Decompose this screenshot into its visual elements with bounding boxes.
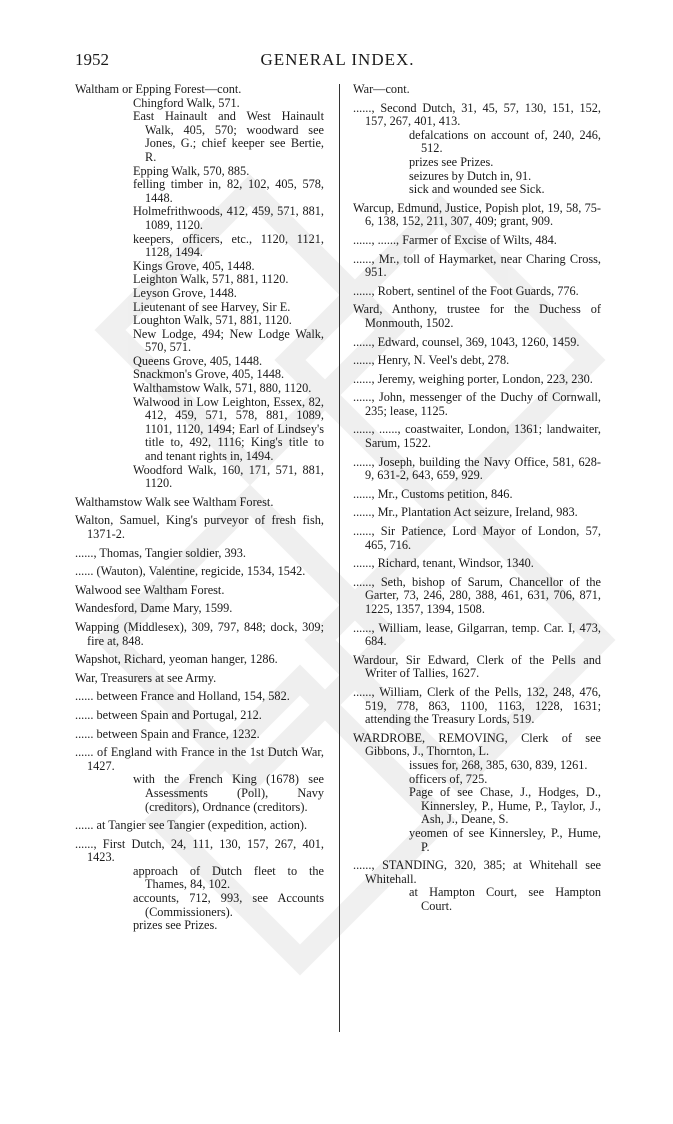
index-entry: ......, Joseph, building the Navy Office, 581, 628-9, 631-2, 643, 659, 929. [353,454,601,483]
index-entry: accounts, 712, 993, see Accounts (Commissioners). [133,891,324,919]
index-entry: Leighton Walk, 571, 881, 1120. [133,272,289,287]
index-entry: prizes see Prizes. [409,154,494,169]
index-entry: Walwood in Low Leighton, Essex, 82, 412, 459, 571, 578, 881, 1089, 1101, 1120, 1494; Earl of Lindsey's title to, 492, 1116; King's title to and tenant rights in, 1494. [133,394,324,464]
index-entry: Chingford Walk, 571. [133,95,240,110]
index-entry: WARDROBE, REMOVING, Clerk of see Gibbons, J., Thornton, L. [353,730,601,759]
index-entry: ......, First Dutch, 24, 111, 130, 157, 267, 401, 1423. [75,836,324,865]
index-entry: Walthamstow Walk see Waltham Forest. [75,494,274,509]
index-entry: ......, Second Dutch, 31, 45, 57, 130, 151, 152, 157, 267, 401, 413. [353,100,601,129]
index-entry: Warcup, Edmund, Justice, Popish plot, 19, 58, 75-6, 138, 152, 211, 307, 409; grant, 909. [353,200,601,229]
index-entry: keepers, officers, etc., 1120, 1121, 1128, 1494. [133,231,324,260]
index-entry: seizures by Dutch in, 91. [409,168,532,183]
index-entry: ......, Thomas, Tangier soldier, 393. [75,545,247,560]
index-column-left [75,83,324,933]
index-entry: ......, Jeremy, weighing porter, London, 223, 230. [353,371,593,386]
index-entry: Epping Walk, 570, 885. [133,163,250,178]
index-entry: ...... between France and Holland, 154, 582. [75,689,290,704]
index-entry: sick and wounded see Sick. [409,182,545,197]
index-entry: prizes see Prizes. [133,918,218,933]
index-entry: ......, John, messenger of the Duchy of Cornwall, 235; lease, 1125. [353,390,601,418]
index-entry: War, Treasurers at see Army. [75,670,217,685]
index-entry: East Hainault and West Hainault Walk, 405, 570; woodward see Jones, G.; chief keeper see Bertie, R. [133,109,324,164]
page-header [75,50,600,72]
index-entry: New Lodge, 494; New Lodge Walk, 570, 571. [133,326,324,355]
index-entry: approach of Dutch fleet to the Thames, 84, 102. [133,863,324,892]
column-divider [339,84,340,1032]
index-entry: officers of, 725. [409,771,488,786]
index-entry: with the French King (1678) see Assessments (Poll), Navy (creditors), Ordnance (creditors). [133,772,324,814]
index-entry: Page of see Chase, J., Hodges, D., Kinnersley, P., Hume, P., Taylor, J., Ash, J., Deane, S. [409,785,601,827]
index-entry: ......, Seth, bishop of Sarum, Chancellor of the Garter, 73, 246, 280, 388, 461, 631, 706, 871, 1225, 1357, 1394, 1508. [353,574,601,616]
index-entry: ......, Henry, N. Veel's debt, 278. [353,353,510,368]
index-entry: ......, Richard, tenant, Windsor, 1340. [353,556,534,571]
index-entry: ......, William, Clerk of the Pells, 132, 248, 476, 519, 778, 863, 1100, 1163, 1228, 1631; attending the Treasury Lords, 519. [353,684,601,727]
index-entry: ......, Edward, counsel, 369, 1043, 1260, 1459. [353,334,580,349]
index-entry: Kings Grove, 405, 1448. [133,258,255,273]
index-entry: ......, Robert, sentinel of the Foot Guards, 776. [353,283,579,298]
index-entry: ......, Mr., Plantation Act seizure, Ireland, 983. [353,505,578,520]
index-entry: Wardour, Sir Edward, Clerk of the Pells and Writer of Tallies, 1627. [353,652,601,681]
index-entry: Lieutenant of see Harvey, Sir E. [133,299,291,314]
index-entry: Walthamstow Walk, 571, 880, 1120. [133,381,312,396]
index-entry: ...... between Spain and Portugal, 212. [75,707,262,722]
index-entry: ......, ......, Farmer of Excise of Wilts, 484. [353,232,557,247]
index-entry: ......, ......, coastwaiter, London, 1361; landwaiter, Sarum, 1522. [353,422,601,451]
index-entry: ...... of England with France in the 1st Dutch War, 1427. [75,745,324,773]
index-column-right [353,83,601,913]
running-title: GENERAL INDEX. [260,50,415,69]
index-entry: ......, Mr., toll of Haymarket, near Charing Cross, 951. [353,251,601,280]
index-entry: issues for, 268, 385, 630, 839, 1261. [409,757,588,772]
index-entry: Woodford Walk, 160, 171, 571, 881, 1120. [133,462,324,491]
index-entry: Ward, Anthony, trustee for the Duchess of Monmouth, 1502. [353,302,601,330]
index-entry: Wapping (Middlesex), 309, 797, 848; dock, 309; fire at, 848. [75,619,324,648]
index-entry: felling timber in, 82, 102, 405, 578, 1448. [133,177,324,205]
index-entry: defalcations on account of, 240, 246, 512. [409,127,601,156]
index-entry: Wandesford, Dame Mary, 1599. [75,601,233,616]
index-entry: Snackmon's Grove, 405, 1448. [133,367,285,382]
index-entry: War—cont. [353,82,410,96]
index-entry: ......, Sir Patience, Lord Mayor of London, 57, 465, 716. [353,524,601,552]
page-number: 1952 [75,50,109,69]
index-entry: Walton, Samuel, King's purveyor of fresh fish, 1371-2. [75,513,324,541]
index-entry: at Hampton Court, see Hampton Court. [409,885,601,913]
index-entry: ...... between Spain and France, 1232. [75,726,260,741]
index-entry: Walwood see Waltham Forest. [75,582,225,597]
index-entry: ......, STANDING, 320, 385; at Whitehall see Whitehall. [353,858,601,886]
index-entry: ...... at Tangier see Tangier (expedition, action). [75,818,308,833]
index-entry: Queens Grove, 405, 1448. [133,353,263,368]
index-entry: ...... (Wauton), Valentine, regicide, 1534, 1542. [75,564,306,579]
index-entry: ......, William, lease, Gilgarran, temp. Car. I, 473, 684. [353,620,601,649]
index-entry: Holmefrithwoods, 412, 459, 571, 881, 1089, 1120. [133,204,324,232]
index-entry: Wapshot, Richard, yeoman hanger, 1286. [75,652,278,667]
index-entry: Loughton Walk, 571, 881, 1120. [133,313,292,328]
index-entry: ......, Mr., Customs petition, 846. [353,486,513,501]
index-entry: Leyson Grove, 1448. [133,285,237,300]
index-entry: yeomen of see Kinnersley, P., Hume, P. [409,825,601,854]
index-entry: Waltham or Epping Forest—cont. [75,82,242,96]
